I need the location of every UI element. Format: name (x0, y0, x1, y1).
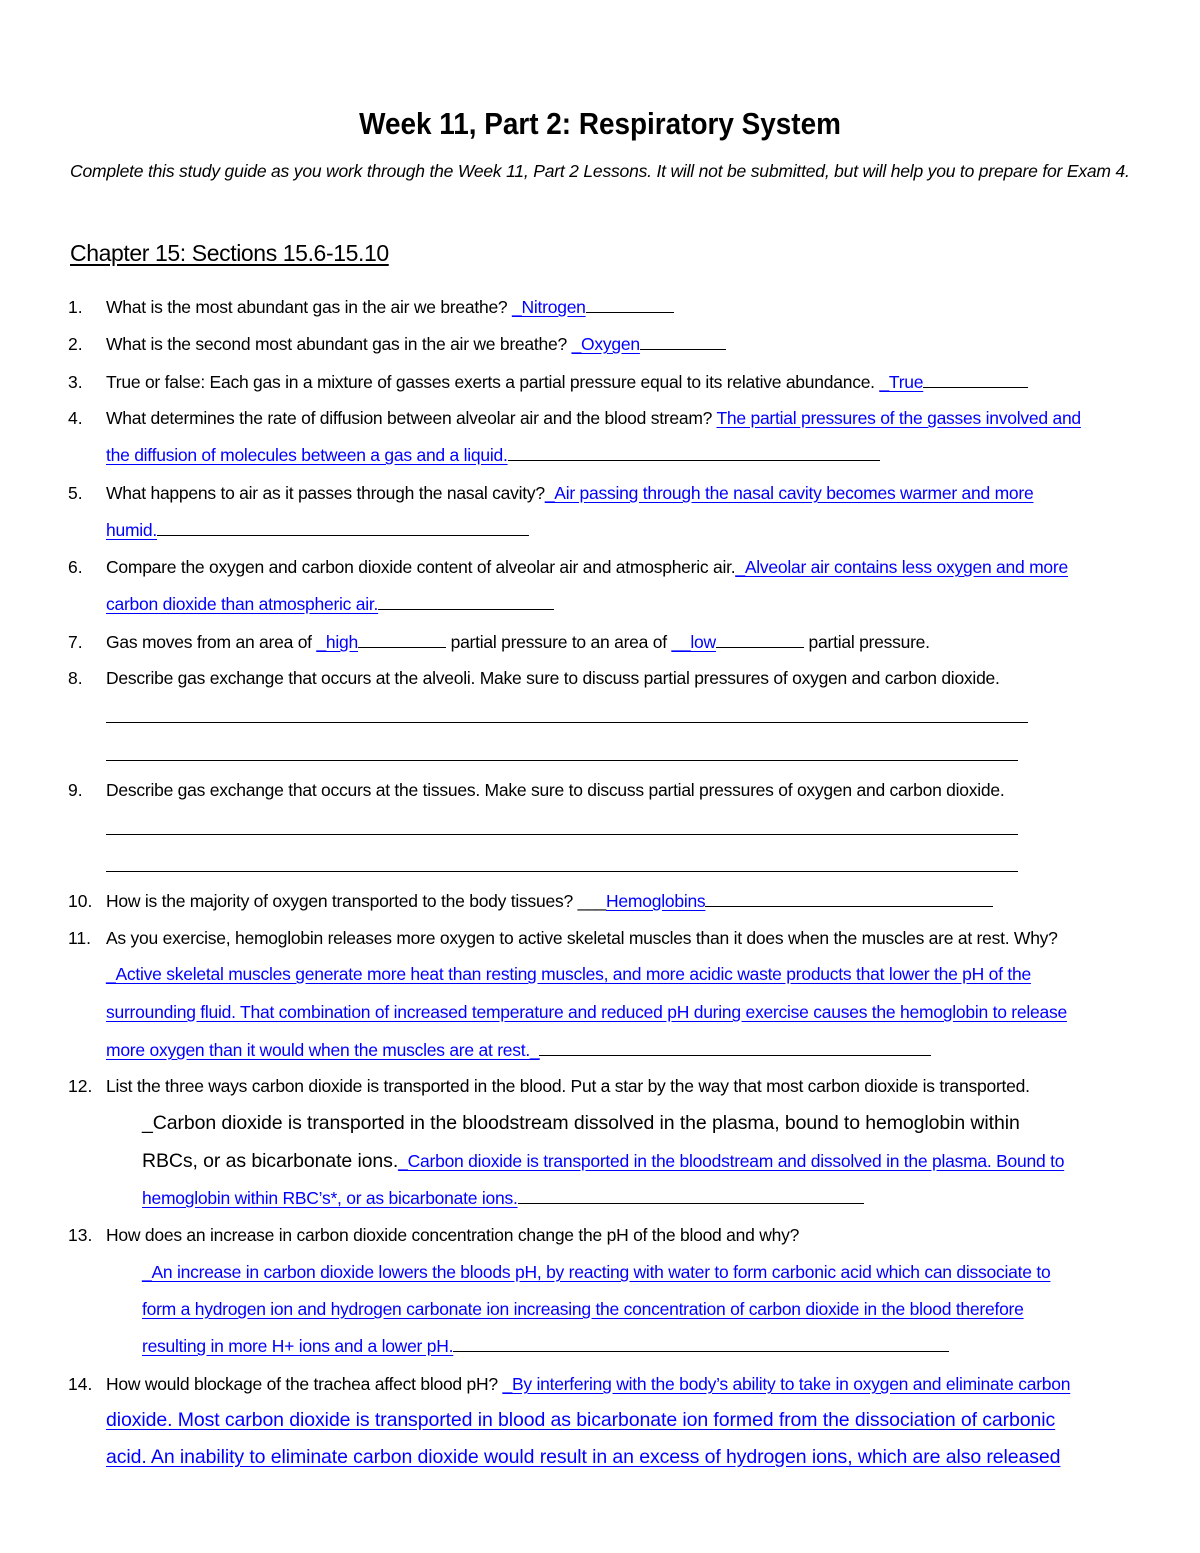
q13-number: 13. (68, 1225, 93, 1245)
q14-answer-line1[interactable]: _By interfering with the body’s ability to take in oxygen and eliminate carbon (502, 1374, 1071, 1394)
q12-question: List the three ways carbon dioxide is transported in the blood. Put a star by the way that most carbon dioxide is transported. (106, 1076, 1030, 1096)
q5-question: What happens to air as it passes through the nasal cavity? (106, 483, 545, 503)
q13-line2 (142, 1259, 1050, 1285)
q5-number: 5. (68, 483, 83, 503)
q11-line2 (106, 961, 1031, 987)
page-title: Week 11, Part 2: Respiratory System (359, 106, 841, 141)
q3-question: True or false: Each gas in a mixture of gasses exerts a partial pressure equal to its relative abundance. (106, 372, 880, 392)
q2-question: What is the second most abundant gas in the air we breathe? (106, 334, 572, 354)
q13-line3 (142, 1296, 1024, 1322)
q9-answer-line2[interactable] (106, 871, 1018, 872)
q11-line4 (106, 1037, 931, 1063)
q6-blank (378, 591, 554, 610)
q4-answer-line2[interactable]: the diffusion of molecules between a gas and a liquid. (106, 445, 508, 465)
q2-number: 2. (68, 334, 83, 354)
q10-question: How is the majority of oxygen transported to the body tissues? ___ (106, 891, 607, 911)
q12-line3 (142, 1148, 1064, 1174)
q1-question: What is the most abundant gas in the air we breathe? (106, 297, 513, 317)
q8-answer-line2[interactable] (106, 760, 1018, 761)
q1-blank (586, 294, 674, 313)
q4-line1 (106, 405, 1081, 431)
q11-number: 11. (68, 928, 92, 948)
q13-answer-line1[interactable]: _An increase in carbon dioxide lowers the bloods pH, by reacting with water to form carbonic acid which can dissociate to (142, 1262, 1051, 1282)
q3-number: 3. (68, 372, 83, 392)
q10-number: 10. (68, 891, 93, 911)
q12-number: 12. (68, 1076, 93, 1096)
q7-question-c: partial pressure. (803, 632, 930, 652)
q14-number: 14. (68, 1374, 93, 1394)
q12-answer-line1[interactable]: _Carbon dioxide is transported in the bloodstream and dissolved in the plasma. Bound to (398, 1151, 1065, 1171)
q7-blank-b (716, 629, 804, 648)
q11-answer-line2[interactable]: surrounding fluid. That combination of increased temperature and reduced pH during exercise causes the hemoglobin to release (106, 1002, 1067, 1022)
q5-answer-line2[interactable]: humid. (106, 520, 158, 540)
q5-line2 (106, 517, 529, 543)
q8-question: Describe gas exchange that occurs at the alveoli. Make sure to discuss partial pressures of oxygen and carbon dioxide. (106, 668, 1000, 688)
q7-answer-low[interactable]: __low (671, 632, 716, 652)
q13-answer-line3[interactable]: resulting in more H+ ions and a lower pH. (142, 1336, 454, 1356)
q6-answer-line1[interactable]: _Alveolar air contains less oxygen and more (735, 557, 1068, 577)
q10-blank (705, 888, 993, 907)
q6-answer-line2[interactable]: carbon dioxide than atmospheric air. (106, 594, 379, 614)
q2-blank (640, 331, 726, 350)
q7-blank-a (358, 629, 446, 648)
q5-blank (157, 517, 529, 536)
q10-answer[interactable]: Hemoglobins (606, 891, 706, 911)
q11-answer-line3[interactable]: more oxygen than it would when the muscles are at rest._ (106, 1040, 540, 1060)
q3-line (106, 369, 1028, 395)
q11-line3 (106, 999, 1067, 1025)
q11-question: As you exercise, hemoglobin releases more oxygen to active skeletal muscles than it does when the muscles are at rest. Why? (106, 928, 1058, 948)
q10-line (106, 888, 993, 914)
q8-answer-line1[interactable] (106, 722, 1028, 723)
q7-line (106, 629, 930, 655)
q6-question: Compare the oxygen and carbon dioxide content of alveolar air and atmospheric air. (106, 557, 736, 577)
q7-question-b: partial pressure to an area of (445, 632, 672, 652)
q5-answer-line1[interactable]: _Air passing through the nasal cavity becomes warmer and more (544, 483, 1034, 503)
q13-answer-line2[interactable]: form a hydrogen ion and hydrogen carbonate ion increasing the concentration of carbon dioxide in the blood therefore (142, 1299, 1024, 1319)
q3-blank (923, 369, 1028, 388)
q8-number: 8. (68, 668, 83, 688)
q13-question: How does an increase in carbon dioxide concentration change the pH of the blood and why? (106, 1225, 800, 1245)
intro-instructions: Complete this study guide as you work through the Week 11, Part 2 Lessons. It will not be submitted, but will help you to prepare for Exam 4. (70, 161, 1130, 181)
q11-answer-line1[interactable]: _Active skeletal muscles generate more heat than resting muscles, and more acidic waste products that lower the pH of the (106, 964, 1031, 984)
q14-line2 (106, 1407, 1055, 1433)
q3-answer[interactable]: _True (879, 372, 924, 392)
q1-answer[interactable]: _Nitrogen (512, 297, 586, 317)
q14-line1 (106, 1371, 1070, 1397)
q13-blank (453, 1333, 949, 1352)
q7-answer-high[interactable]: _high (316, 632, 358, 652)
q1-line (106, 294, 674, 320)
q9-number: 9. (68, 780, 83, 800)
q4-line2 (106, 442, 880, 468)
q14-answer-line3[interactable]: acid. An inability to eliminate carbon dioxide would result in an excess of hydrogen ions, which are also released (106, 1446, 1061, 1468)
q2-line (106, 331, 726, 357)
q4-blank (508, 442, 880, 461)
q4-number: 4. (68, 408, 83, 428)
q4-question: What determines the rate of diffusion between alveolar air and the blood stream? (106, 408, 717, 428)
q6-number: 6. (68, 557, 83, 577)
q12-pasted-text-line1: _Carbon dioxide is transported in the bloodstream dissolved in the plasma, bound to hemoglobin within (142, 1112, 1020, 1134)
q11-blank (539, 1037, 931, 1056)
q14-answer-line2[interactable]: dioxide. Most carbon dioxide is transported in blood as bicarbonate ion formed from the dissociation of carbonic (106, 1409, 1056, 1431)
q5-line1 (106, 480, 1033, 506)
q1-number: 1. (68, 297, 83, 317)
chapter-heading: Chapter 15: Sections 15.6-15.10 (70, 240, 389, 266)
q7-question-a: Gas moves from an area of (106, 632, 317, 652)
q9-question: Describe gas exchange that occurs at the tissues. Make sure to discuss partial pressures of oxygen and carbon dioxide. (106, 780, 1005, 800)
q6-line1 (106, 554, 1068, 580)
q13-line4 (142, 1333, 949, 1359)
q14-question: How would blockage of the trachea affect blood pH? (106, 1374, 503, 1394)
q12-answer-line2[interactable]: hemoglobin within RBC’s*, or as bicarbonate ions. (142, 1188, 518, 1208)
q9-answer-line1[interactable] (106, 834, 1018, 835)
q14-line3 (106, 1444, 1060, 1470)
q2-answer[interactable]: _Oxygen (571, 334, 640, 354)
q12-blank (518, 1185, 864, 1204)
q4-answer-line1[interactable]: The partial pressures of the gasses involved and (716, 408, 1081, 428)
q12-pasted-text-line2: RBCs, or as bicarbonate ions. (142, 1150, 399, 1172)
q6-line2 (106, 591, 554, 617)
q7-number: 7. (68, 632, 83, 652)
q12-line4 (142, 1185, 864, 1211)
